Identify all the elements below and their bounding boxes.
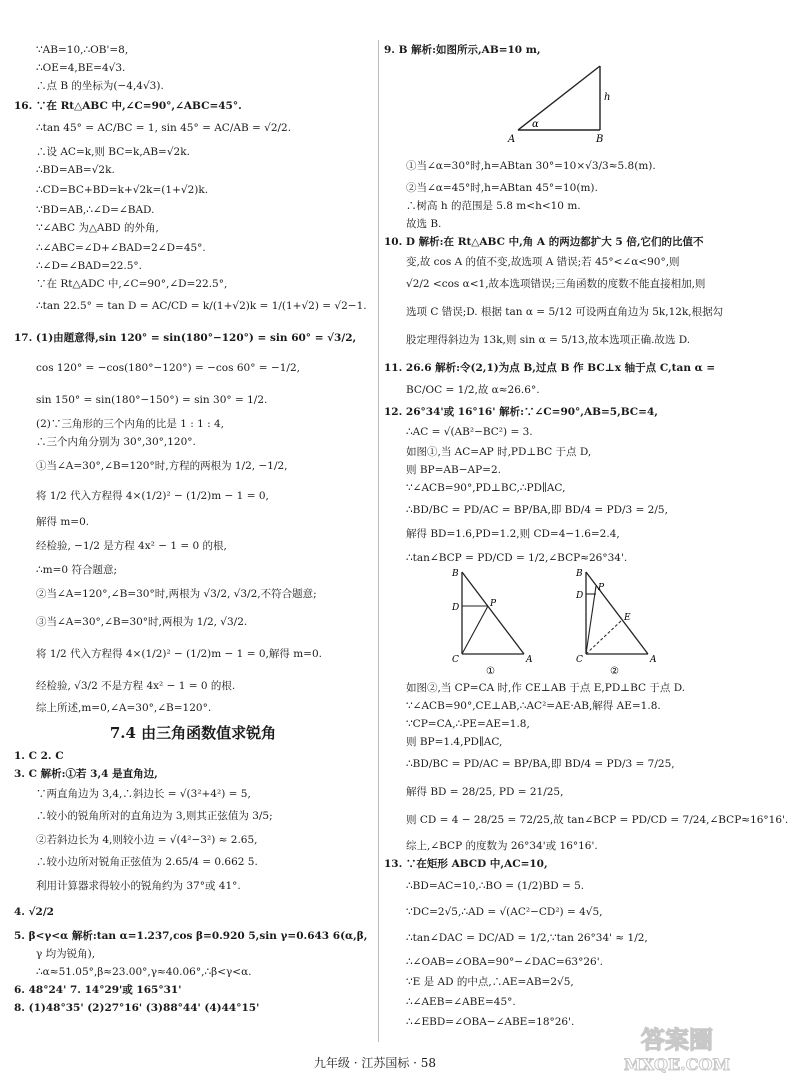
- left-line: ∴tan 45° = AC/BC = 1, sin 45° = AC/AB = √2/2.: [36, 122, 292, 134]
- fig12b-number: ②: [610, 666, 619, 677]
- left-line: 利用计算器求得较小的锐角约为 37°或 41°.: [36, 880, 241, 892]
- fig12a-number: ①: [486, 666, 495, 677]
- fig9-label-alpha: α: [532, 119, 539, 130]
- right-line: ∴AC = √(AB²−BC²) = 3.: [406, 426, 533, 438]
- watermark-text-top: 答案圈: [641, 1025, 713, 1054]
- left-line: ∴三个内角分别为 30°,30°,120°.: [36, 436, 196, 448]
- right-line: 如图①,当 AC=AP 时,PD⊥BC 于点 D,: [406, 446, 592, 458]
- watermark-text-bottom: MXQE.COM: [623, 1055, 731, 1074]
- left-line: ①当∠A=30°,∠B=120°时,方程的两根为 1/2, −1/2,: [36, 460, 288, 472]
- column-divider: [378, 40, 379, 1042]
- watermark-logo: [612, 1018, 742, 1078]
- left-line: 将 1/2 代入方程得 4×(1/2)² − (1/2)m − 1 = 0,解得 m=0.: [36, 648, 322, 660]
- left-line: cos 120° = −cos(180°−120°) = −cos 60° = −1/2,: [36, 362, 300, 374]
- right-line: 9. B 解析:如图所示,AB=10 m,: [384, 44, 541, 56]
- left-line: ②若斜边长为 4,则较小边 = √(4²−3²) ≈ 2.65,: [36, 834, 258, 846]
- right-line: ∴∠OAB=∠OBA=90°−∠DAC=63°26'.: [406, 956, 603, 968]
- left-line: ③当∠A=30°,∠B=30°时,两根为 1/2, √3/2.: [36, 616, 248, 628]
- left-line: ∴∠ABC=∠D+∠BAD=2∠D=45°.: [36, 242, 206, 254]
- fig12b-label-e: E: [624, 613, 631, 623]
- right-line: ∴tan∠DAC = DC/AD = 1/2,∵tan 26°34' ≈ 1/2,: [406, 932, 648, 944]
- right-line: ∴tan∠BCP = PD/CD = 1/2,∠BCP≈26°34'.: [406, 552, 628, 564]
- left-line: ∴∠D=∠BAD=22.5°.: [36, 260, 142, 272]
- left-line: ∴OE=4,BE=4√3.: [36, 62, 126, 74]
- left-line: ∴tan 22.5° = tan D = AC/CD = k/(1+√2)k = 1/(1+√2) = √2−1.: [36, 300, 367, 312]
- right-line: ∵∠ACB=90°,CE⊥AB,∴AC²=AE·AB,解得 AE=1.8.: [406, 700, 661, 712]
- right-line: 12. 26°34'或 16°16' 解析:∵∠C=90°,AB=5,BC=4,: [384, 406, 658, 418]
- left-line: ∵∠ABC 为△ABD 的外角,: [36, 222, 159, 234]
- right-line: ①当∠α=30°时,h=ABtan 30°=10×√3/3≈5.8(m).: [406, 160, 656, 172]
- left-line: ∴CD=BC+BD=k+√2k=(1+√2)k.: [36, 184, 209, 196]
- fig12b-label-a: A: [650, 655, 657, 665]
- fig12a-segment-cp: [462, 606, 488, 654]
- left-line: ∴BD=AB=√2k.: [36, 164, 115, 176]
- right-line: 股定理得斜边为 13k,则 sin α = 5/13,故本选项正确.故选 D.: [406, 334, 691, 346]
- section-title: 7.4 由三角函数值求锐角: [109, 724, 277, 742]
- left-line: 5. β<γ<α 解析:tan α=1.237,cos β=0.920 5,sin γ=0.643 6(α,β,: [14, 930, 368, 942]
- left-line: ②当∠A=120°,∠B=30°时,两根为 √3/2, √3/2,不符合题意;: [36, 588, 317, 600]
- figure-q12-2: [572, 566, 662, 678]
- left-line: 经检验, √3/2 不是方程 4x² − 1 = 0 的根.: [36, 680, 236, 692]
- right-line: ∴∠EBD=∠OBA−∠ABE=18°26'.: [406, 1016, 575, 1028]
- left-line: ∴α≈51.05°,β≈23.00°,γ≈40.06°,∴β<γ<α.: [36, 966, 252, 978]
- right-line: ∴BD=AC=10,∴BO = (1/2)BD = 5.: [406, 880, 585, 892]
- right-line: 解得 BD = 28/25, PD = 21/25,: [406, 786, 564, 798]
- right-line: 则 CD = 4 − 28/25 = 72/25,故 tan∠BCP = PD/CD = 7/24,∠BCP≈16°16'.: [406, 814, 788, 826]
- right-line: 选项 C 错误;D. 根据 tan α = 5/12 可设两直角边为 5k,12k,根据勾: [406, 306, 724, 318]
- fig12b-segment-cp: [586, 586, 596, 654]
- left-line: 4. √2/2: [14, 906, 54, 918]
- left-line: 6. 48°24' 7. 14°29'或 165°31': [14, 984, 182, 996]
- left-line: 解得 m=0.: [36, 516, 90, 528]
- fig12a-label-b: B: [452, 569, 459, 579]
- fig12a-label-a: A: [526, 655, 533, 665]
- fig12a-label-c: C: [452, 655, 459, 665]
- left-line: ∴较小边所对锐角正弦值为 2.65/4 = 0.662 5.: [36, 856, 258, 868]
- right-line: ∴树高 h 的范围是 5.8 m<h<10 m.: [406, 200, 581, 212]
- left-line: 8. (1)48°35' (2)27°16' (3)88°44' (4)44°15': [14, 1002, 260, 1014]
- right-line: 13. ∵在矩形 ABCD 中,AC=10,: [384, 858, 548, 870]
- left-line: 将 1/2 代入方程得 4×(1/2)² − (1/2)m − 1 = 0,: [36, 490, 269, 502]
- page-footer: 九年级 · 江苏国标 · 58: [313, 1056, 437, 1070]
- left-line: 综上所述,m=0,∠A=30°,∠B=120°.: [36, 702, 212, 714]
- left-line: ∵AB=10,∴OB'=8,: [36, 44, 129, 56]
- right-line: ∴BD/BC = PD/AC = BP/BA,即 BD/4 = PD/3 = 7/25,: [406, 758, 675, 770]
- fig12b-segment-ce: [586, 620, 622, 654]
- right-line: 11. 26.6 解析:令(2,1)为点 B,过点 B 作 BC⊥x 轴于点 C,tan α =: [384, 362, 716, 374]
- right-line: ∴∠AEB=∠ABE=45°.: [406, 996, 516, 1008]
- fig9-label-h: h: [604, 92, 611, 103]
- fig12a-label-p: P: [490, 599, 497, 609]
- left-line: ∵BD=AB,∴∠D=∠BAD.: [36, 204, 155, 216]
- right-line: ∵DC=2√5,∴AD = √(AC²−CD²) = 4√5,: [406, 906, 603, 918]
- figure-q12-1: [448, 566, 538, 678]
- right-line: 则 BP=AB−AP=2.: [406, 464, 501, 476]
- fig12a-side-ab: [462, 572, 524, 654]
- right-line: BC/OC = 1/2,故 α≈26.6°.: [406, 384, 540, 396]
- left-line: (2)∵三角形的三个内角的比是 1 : 1 : 4,: [36, 418, 225, 430]
- right-line: 则 BP=1.4,PD∥AC,: [406, 736, 503, 748]
- figure-q9-triangle: [504, 60, 624, 146]
- right-line: ②当∠α=45°时,h=ABtan 45°=10(m).: [406, 182, 598, 194]
- left-line: 1. C 2. C: [14, 750, 64, 762]
- left-line: ∴点 B 的坐标为(−4,4√3).: [36, 80, 164, 92]
- left-line: sin 150° = sin(180°−150°) = sin 30° = 1/2.: [36, 394, 268, 406]
- fig12a-label-d: D: [452, 603, 460, 613]
- right-line: ∴BD/BC = PD/AC = BP/BA,即 BD/4 = PD/3 = 2/5,: [406, 504, 668, 516]
- right-line: √2/2 <cos α<1,故本选项错误;三角函数的度数不能直接相加,则: [406, 278, 706, 290]
- left-line: ∴m=0 符合题意;: [36, 564, 117, 576]
- fig12b-label-b: B: [576, 569, 583, 579]
- left-line: ∵在 Rt△ADC 中,∠C=90°,∠D=22.5°,: [36, 278, 228, 290]
- right-line: 10. D 解析:在 Rt△ABC 中,角 A 的两边都扩大 5 倍,它们的比值不: [384, 236, 704, 248]
- left-line: ∴设 AC=k,则 BC=k,AB=√2k.: [36, 146, 190, 158]
- left-line: 17. (1)由题意得,sin 120° = sin(180°−120°) = sin 60° = √3/2,: [14, 332, 357, 344]
- right-line: 故选 B.: [406, 218, 442, 230]
- right-line: 如图②,当 CP=CA 时,作 CE⊥AB 于点 E,PD⊥BC 于点 D.: [406, 682, 686, 694]
- right-line: 解得 BD=1.6,PD=1.2,则 CD=4−1.6=2.4,: [406, 528, 620, 540]
- left-line: 3. C 解析:①若 3,4 是直角边,: [14, 768, 158, 780]
- right-line: ∵E 是 AD 的中点,∴AE=AB=2√5,: [406, 976, 574, 988]
- right-line: ∵∠ACB=90°,PD⊥BC,∴PD∥AC,: [406, 482, 566, 494]
- right-line: ∵CP=CA,∴PE=AE=1.8,: [406, 718, 530, 730]
- fig12b-label-c: C: [576, 655, 583, 665]
- right-line: 变,故 cos A 的值不变,故选项 A 错误;若 45°<∠α<90°,则: [406, 256, 680, 268]
- left-line: 经检验, −1/2 是方程 4x² − 1 = 0 的根,: [36, 540, 227, 552]
- fig12b-label-d: D: [576, 591, 584, 601]
- fig12b-label-p: P: [598, 583, 605, 593]
- fig9-hypotenuse: [518, 66, 600, 130]
- left-line: ∵两直角边为 3,4,∴斜边长 = √(3²+4²) = 5,: [36, 788, 251, 800]
- fig9-label-a: A: [508, 134, 516, 145]
- left-line: γ 均为锐角),: [36, 948, 96, 960]
- fig9-label-b: B: [596, 134, 604, 145]
- left-line: 16. ∵在 Rt△ABC 中,∠C=90°,∠ABC=45°.: [14, 100, 242, 112]
- left-line: ∴较小的锐角所对的直角边为 3,则其正弦值为 3/5;: [36, 810, 273, 822]
- fig12b-side-ab: [586, 572, 648, 654]
- right-line: 综上,∠BCP 的度数为 26°34'或 16°16'.: [406, 840, 598, 852]
